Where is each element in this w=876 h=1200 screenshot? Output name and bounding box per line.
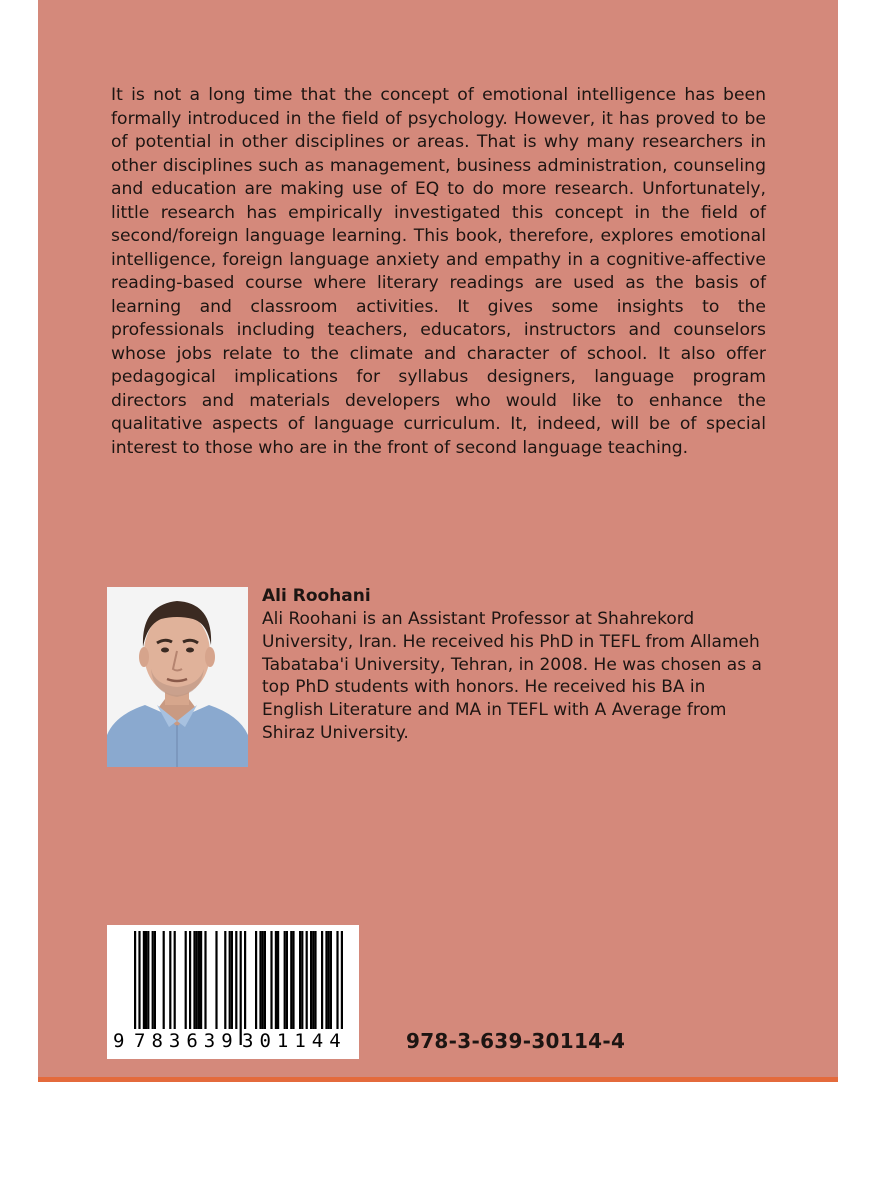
barcode-bar bbox=[244, 931, 246, 1029]
isbn-number: 978-3-639-30114-4 bbox=[406, 1029, 626, 1053]
barcode-bar bbox=[255, 931, 257, 1029]
barcode-bar bbox=[325, 931, 327, 1029]
author-portrait-illustration bbox=[107, 587, 248, 767]
barcode-bar bbox=[312, 931, 314, 1029]
barcode-guard-bar bbox=[134, 931, 136, 1045]
barcode-bar bbox=[310, 931, 312, 1029]
barcode-digits bbox=[107, 1029, 359, 1055]
barcode-left-group: 783639 bbox=[134, 1030, 239, 1052]
barcode-bar bbox=[193, 931, 195, 1029]
barcode-bar bbox=[321, 931, 323, 1029]
isbn-barcode bbox=[107, 925, 359, 1059]
author-bio: Ali Roohani is an Assistant Professor at Shahrekord University, Iran. He received his PhD in TEFL from Allameh Tabataba'i University, Tehran, in 2008. He was chosen as a top PhD students with honors. He received his BA in English Literature and MA in TEFL with A Average from Shiraz University. bbox=[262, 609, 762, 743]
barcode-bar bbox=[189, 931, 191, 1029]
barcode-bar bbox=[286, 931, 288, 1029]
barcode-bar bbox=[277, 931, 279, 1029]
barcode-bar bbox=[314, 931, 316, 1029]
barcode-bar bbox=[328, 931, 330, 1029]
barcode-bar bbox=[231, 931, 233, 1029]
barcode-bar bbox=[290, 931, 292, 1029]
barcode-bar bbox=[185, 931, 187, 1029]
barcode-bar bbox=[262, 931, 264, 1029]
barcode-bar bbox=[200, 931, 202, 1029]
barcode-bar bbox=[163, 931, 165, 1029]
barcode-bar bbox=[275, 931, 277, 1029]
orange-bottom-stripe bbox=[38, 1077, 838, 1082]
author-photo bbox=[107, 587, 248, 767]
barcode-guard-bar bbox=[336, 931, 338, 1045]
barcode-bar bbox=[174, 931, 176, 1029]
barcode-bar bbox=[196, 931, 198, 1029]
barcode-bar bbox=[301, 931, 303, 1029]
barcode-bar bbox=[154, 931, 156, 1029]
barcode-bar bbox=[224, 931, 226, 1029]
barcode-bar bbox=[229, 931, 231, 1029]
barcode-bar bbox=[259, 931, 261, 1029]
author-name: Ali Roohani bbox=[262, 586, 371, 606]
book-blurb: It is not a long time that the concept of emotional intelligence has been formally introduced in the field of psychology. However, it has proved to be of potential in other disciplines or areas. That is why many researchers in other disciplines such as management, business administration, counseling and education are making use of EQ to do more research. Unfortunately, little research has empirically investigated this concept in the field of second/foreign language learning. This book, therefore, explores emotional intelligence, foreign language anxiety and empathy in a cognitive-affective reading-based course where literary readings are used as the basis of learning and classroom activities. It gives some insights to the professionals including teachers, educators, instructors and counselors whose jobs relate to the climate and character of school. It also offer pedagogical implications for syllabus designers, language program directors and materials developers who would like to enhance the qualitative aspects of language curriculum. It, indeed, will be of special interest to those who are in the front of second language teaching. bbox=[111, 85, 766, 458]
barcode-guard-bar bbox=[138, 931, 140, 1045]
barcode-bar bbox=[284, 931, 286, 1029]
barcode-bar bbox=[198, 931, 200, 1029]
barcode-guard-bar bbox=[240, 931, 242, 1045]
barcode-right-group: 301144 bbox=[242, 1030, 347, 1052]
barcode-bar bbox=[270, 931, 272, 1029]
barcode-guard-bar bbox=[341, 931, 343, 1045]
barcode-bar bbox=[152, 931, 154, 1029]
barcode-bar bbox=[292, 931, 294, 1029]
barcode-bar bbox=[143, 931, 145, 1029]
barcode-bar bbox=[204, 931, 206, 1029]
barcode-guard-bar bbox=[235, 931, 237, 1045]
barcode-bar bbox=[147, 931, 149, 1029]
barcode-lead-digit: 9 bbox=[113, 1030, 125, 1052]
barcode-bar bbox=[145, 931, 147, 1029]
barcode-bar bbox=[306, 931, 308, 1029]
barcode-bar bbox=[299, 931, 301, 1029]
barcode-bar bbox=[330, 931, 332, 1029]
barcode-bar bbox=[264, 931, 266, 1029]
barcode-bar bbox=[215, 931, 217, 1029]
barcode-bar bbox=[169, 931, 171, 1029]
